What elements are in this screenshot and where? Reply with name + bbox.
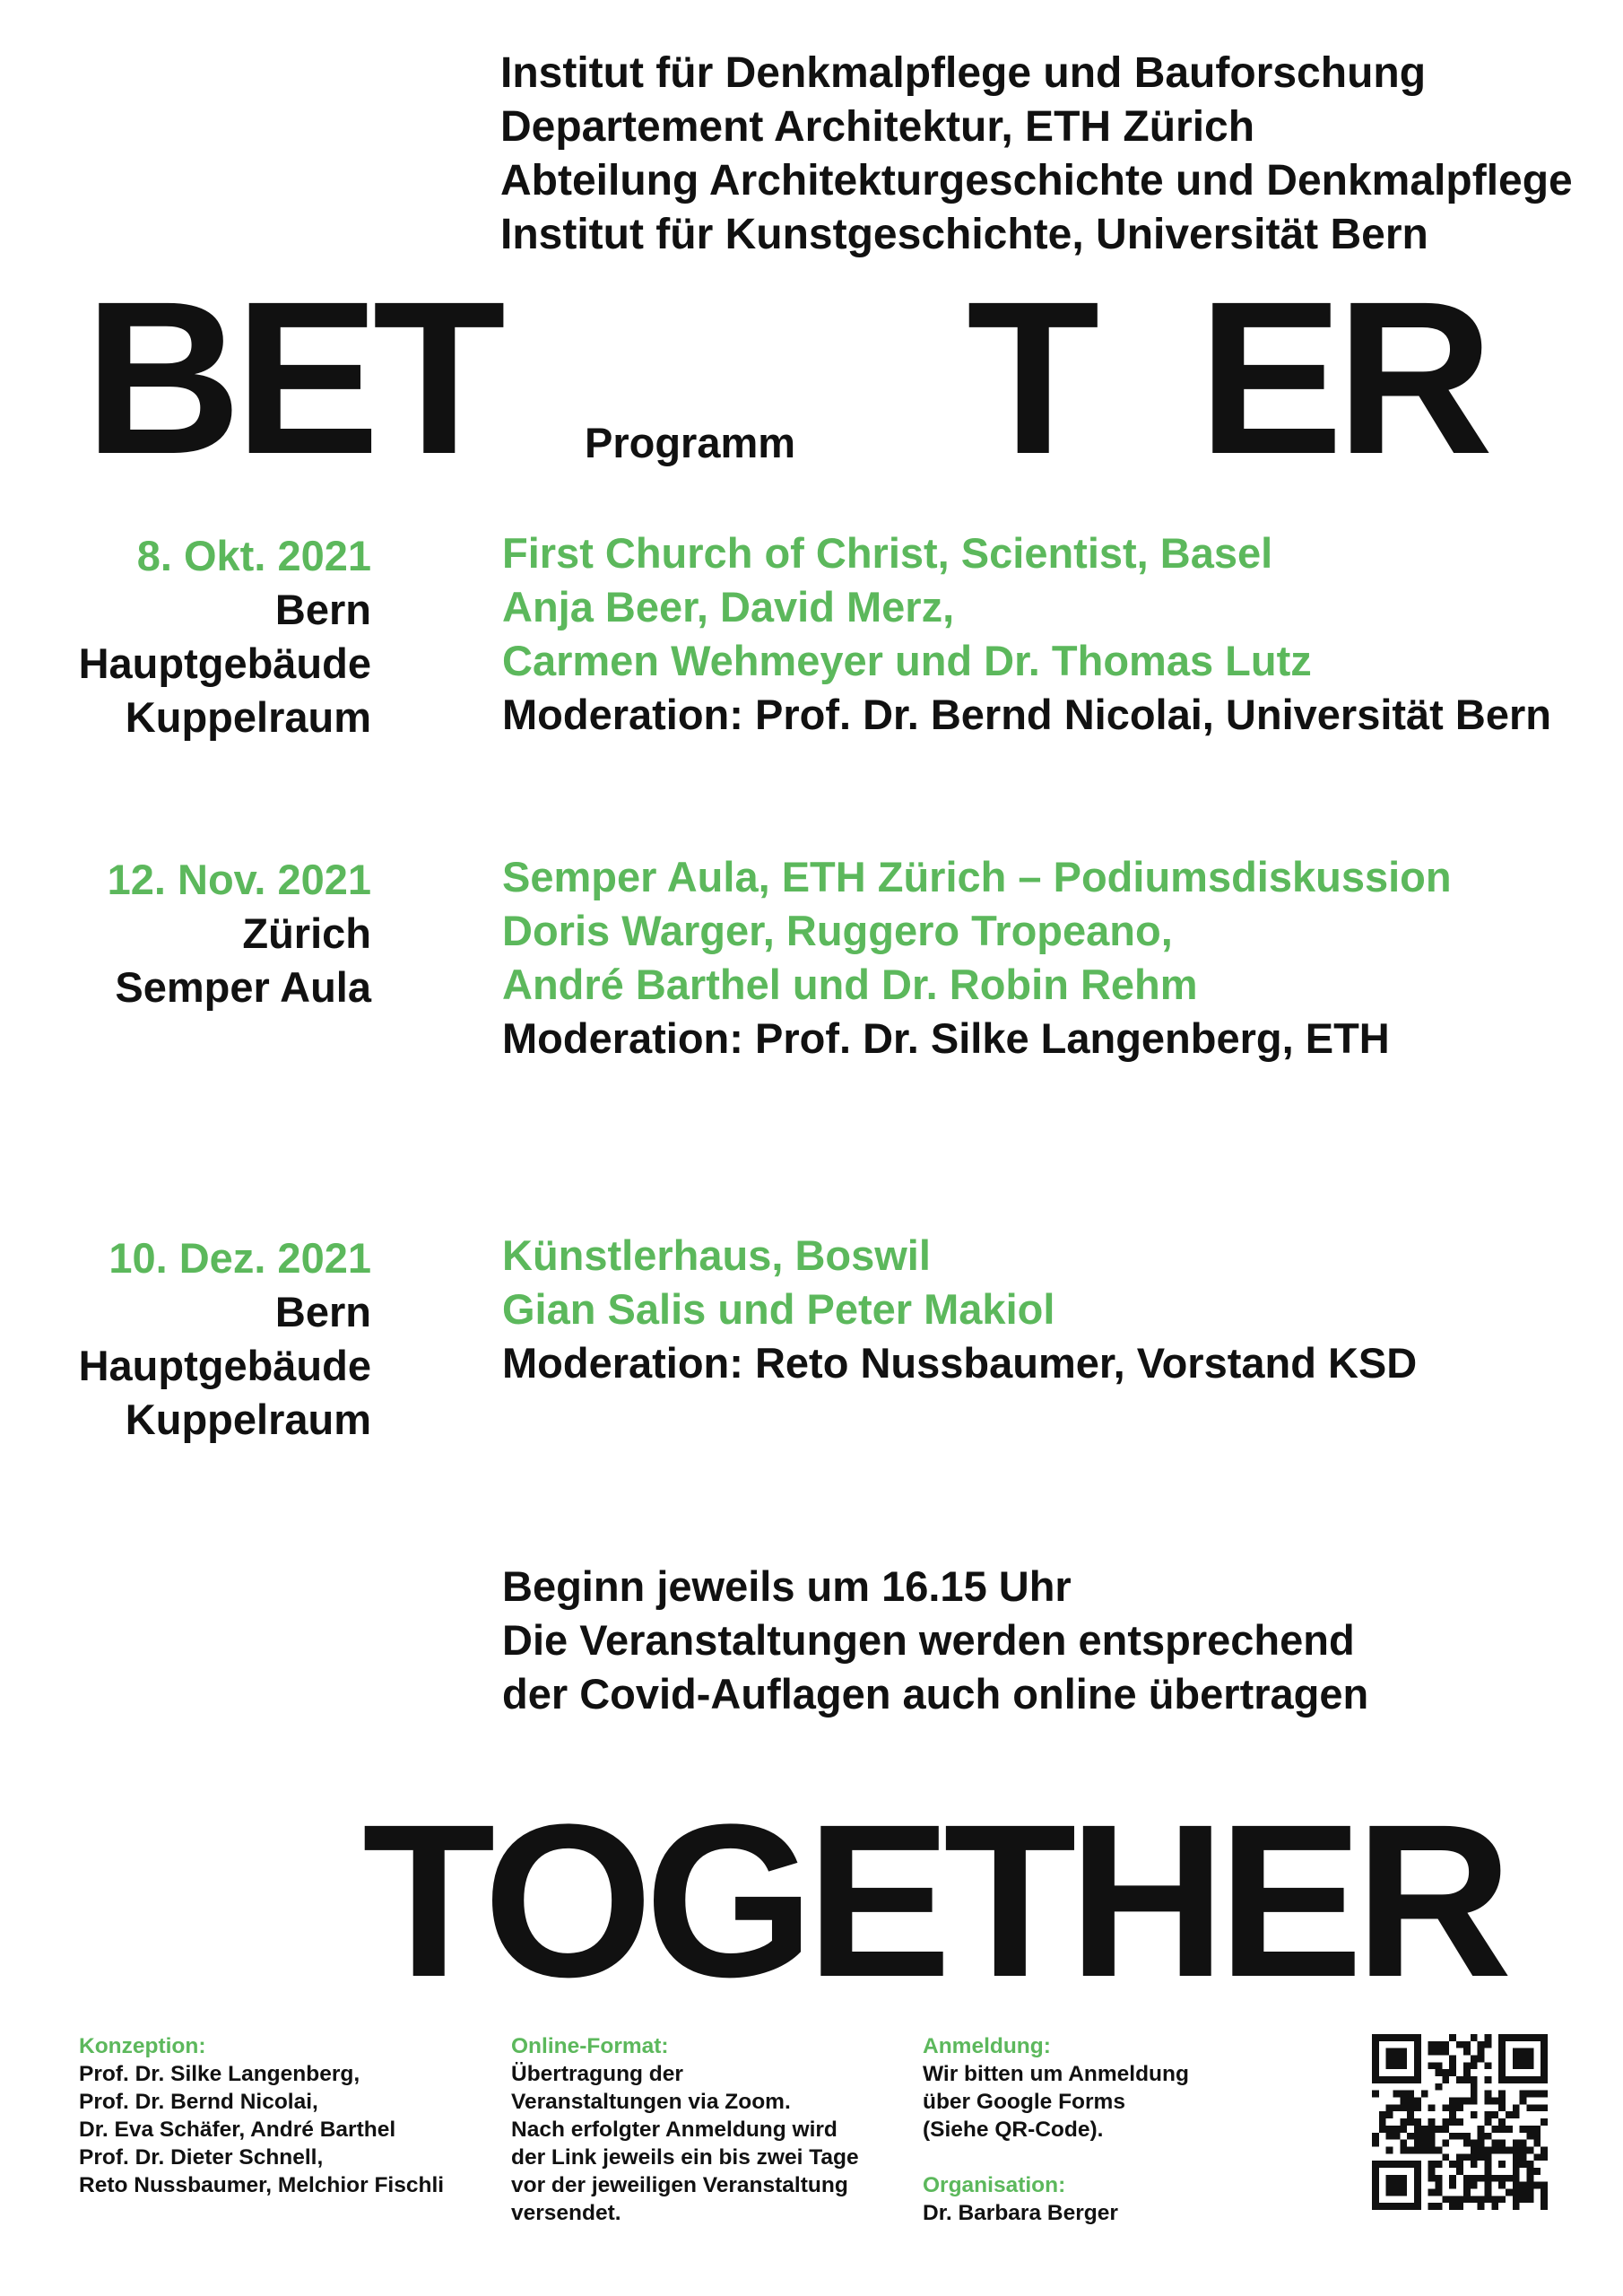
event-title-line: Doris Warger, Ruggero Tropeano, <box>502 907 1173 954</box>
footer-line: über Google Forms <box>923 2090 1125 2114</box>
footer-line: Prof. Dr. Bernd Nicolai, <box>79 2090 318 2114</box>
event-date: 12. Nov. 2021 <box>107 856 371 903</box>
footer-label: Online-Format: <box>511 2034 669 2058</box>
event-title-line: Semper Aula, ETH Zürich – Podiumsdiskussion <box>502 853 1452 900</box>
event-place: Bern <box>274 586 371 633</box>
event-title-line: Anja Beer, David Merz, <box>502 583 955 631</box>
event-place: Hauptgebäude <box>78 639 371 687</box>
title-part-t: T <box>967 257 1093 500</box>
footer-line: (Siehe QR-Code). <box>923 2118 1104 2142</box>
footer-line: Reto Nussbaumer, Melchior Fischli <box>79 2173 445 2197</box>
institution-header <box>500 47 1573 262</box>
event-place: Kuppelraum <box>125 1396 371 1443</box>
event-title-line: Carmen Wehmeyer und Dr. Thomas Lutz <box>502 637 1312 684</box>
event-moderation: Moderation: Prof. Dr. Silke Langenberg, ETH <box>502 1014 1390 1062</box>
schedule-note <box>502 1560 1368 1721</box>
footer-line: Wir bitten um Anmeldung <box>923 2062 1189 2086</box>
title-together: TOGETHER <box>362 1779 1505 2022</box>
title-part-er: ER <box>1198 257 1487 500</box>
event-3-when-where <box>75 1231 371 1447</box>
event-moderation: Moderation: Reto Nussbaumer, Vorstand KSD <box>502 1339 1418 1387</box>
event-title-line: Gian Salis und Peter Makiol <box>502 1285 1055 1333</box>
programm-label: Programm <box>585 419 796 466</box>
event-place: Hauptgebäude <box>78 1342 371 1389</box>
event-place: Zürich <box>242 909 371 957</box>
event-place: Semper Aula <box>115 963 371 1011</box>
event-1-when-where <box>75 529 371 744</box>
event-title-line: First Church of Christ, Scientist, Basel <box>502 529 1273 577</box>
note-line: Beginn jeweils um 16.15 Uhr <box>502 1562 1072 1610</box>
header-line: Abteilung Architekturgeschichte und Denkmalpflege <box>500 157 1573 204</box>
qr-code-graphic <box>1372 2034 1548 2210</box>
footer-label: Organisation: <box>923 2173 1066 2197</box>
header-line: Departement Architektur, ETH Zürich <box>500 103 1255 151</box>
footer-konzeption <box>79 2032 444 2199</box>
event-moderation: Moderation: Prof. Dr. Bernd Nicolai, Universität Bern <box>502 691 1551 738</box>
event-2-details <box>502 850 1452 1065</box>
qr-code-icon[interactable] <box>1372 2034 1548 2210</box>
footer-line: versendet. <box>511 2201 621 2225</box>
footer-online-format <box>511 2032 859 2227</box>
footer-line: Veranstaltungen via Zoom. <box>511 2090 791 2114</box>
footer-line: der Link jeweils ein bis zwei Tage <box>511 2145 859 2170</box>
note-line: der Covid-Auflagen auch online übertragen <box>502 1670 1369 1718</box>
note-line: Die Veranstaltungen werden entsprechend <box>502 1616 1355 1664</box>
event-1-details <box>502 526 1551 742</box>
footer-line: Nach erfolgter Anmeldung wird <box>511 2118 838 2142</box>
footer-line: Prof. Dr. Silke Langenberg, <box>79 2062 360 2086</box>
event-place: Bern <box>274 1288 371 1335</box>
event-2-when-where <box>75 853 371 1014</box>
footer-line: Übertragung der <box>511 2062 683 2086</box>
event-title-line: Künstlerhaus, Boswil <box>502 1231 931 1279</box>
header-line: Institut für Kunstgeschichte, Universität Bern <box>500 211 1428 258</box>
event-date: 8. Okt. 2021 <box>136 532 371 579</box>
footer-label: Anmeldung: <box>923 2034 1051 2058</box>
event-title-line: André Barthel und Dr. Robin Rehm <box>502 961 1198 1008</box>
event-date: 10. Dez. 2021 <box>108 1234 371 1282</box>
footer-line: Dr. Eva Schäfer, André Barthel <box>79 2118 396 2142</box>
footer-organisation <box>923 2171 1118 2227</box>
header-line: Institut für Denkmalpflege und Bauforschung <box>500 49 1427 97</box>
footer-line: Dr. Barbara Berger <box>923 2201 1118 2225</box>
event-3-details <box>502 1229 1417 1390</box>
title-part-bet: BET <box>84 257 499 500</box>
footer-anmeldung <box>923 2032 1189 2144</box>
event-place: Kuppelraum <box>125 693 371 741</box>
footer-line: vor der jeweiligen Veranstaltung <box>511 2173 848 2197</box>
footer-line: Prof. Dr. Dieter Schnell, <box>79 2145 324 2170</box>
footer-label: Konzeption: <box>79 2034 206 2058</box>
